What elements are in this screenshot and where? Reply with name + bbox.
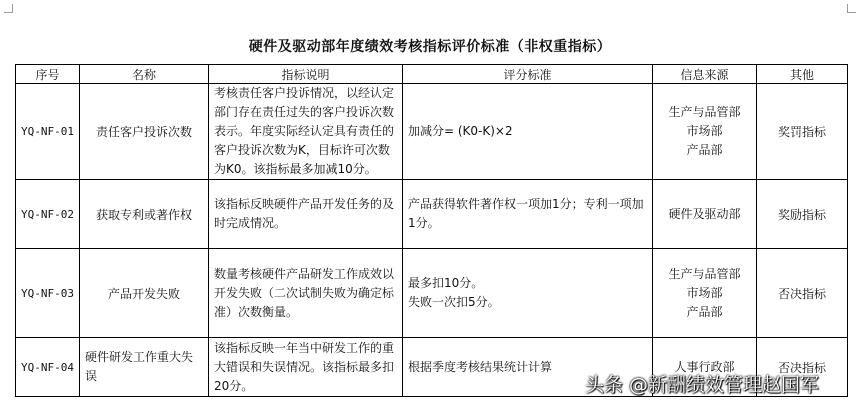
row-other: 否决指标 <box>757 338 848 397</box>
document-title: 硬件及驱动部年度绩效考核指标评价标准（非权重指标） <box>248 39 612 55</box>
row-id: YQ-NF-03 <box>16 249 80 338</box>
table-header-row <box>16 65 848 84</box>
row-source: 生产与品管部 市场部 产品部 <box>653 249 757 338</box>
row-id: YQ-NF-02 <box>16 180 80 249</box>
row-scoring: 最多扣10分。 失败一次扣5分。 <box>403 249 653 338</box>
row-other: 否决指标 <box>757 249 848 338</box>
header-cell-index: 序号 <box>16 65 80 84</box>
header-cell-other: 其他 <box>757 65 848 84</box>
row-id: YQ-NF-04 <box>16 338 80 397</box>
watermark-text: 头条 @新酬绩效管理赵国军 <box>585 374 820 396</box>
row-scoring: 加减分= (K0-K)×2 <box>403 84 653 180</box>
row-description: 该指标反映硬件产品开发任务的及时完成情况。 <box>209 180 403 249</box>
header-cell-name: 名称 <box>80 65 209 84</box>
corner-mark-right <box>847 4 856 13</box>
row-description: 该指标反映一年当中研发工作的重大错误和失误情况。该指标最多扣20分。 <box>209 338 403 397</box>
corner-mark-left <box>4 4 13 13</box>
row-name: 获取专利或著作权 <box>80 180 209 249</box>
header-cell-scoring: 评分标准 <box>403 65 653 84</box>
row-source: 人事行政部 <box>653 338 757 397</box>
row-name: 硬件研发工作重大失误 <box>80 338 209 397</box>
criteria-table <box>15 64 848 397</box>
row-name: 责任客户投诉次数 <box>80 84 209 180</box>
table-row <box>16 180 848 249</box>
table-row <box>16 249 848 338</box>
row-other: 奖励指标 <box>757 180 848 249</box>
row-description: 考核责任客户投诉情况，以经认定部门存在责任过失的客户投诉次数表示。年度实际经认定具有责任的客户投诉次数为K，目标许可次数为K0。该指标最多加减10分。 <box>209 84 403 180</box>
row-source: 生产与品管部 市场部 产品部 <box>653 84 757 180</box>
row-other: 奖罚指标 <box>757 84 848 180</box>
row-source: 硬件及驱动部 <box>653 180 757 249</box>
header-cell-description: 指标说明 <box>209 65 403 84</box>
row-description: 数量考核硬件产品研发工作成效以开发失败（二次试制失败为确定标准）次数衡量。 <box>209 249 403 338</box>
header-cell-source: 信息来源 <box>653 65 757 84</box>
row-scoring: 产品获得软件著作权一项加1分；专利一项加1分。 <box>403 180 653 249</box>
row-name: 产品开发失败 <box>80 249 209 338</box>
table-row <box>16 84 848 180</box>
row-scoring: 根据季度考核结果统计计算 <box>403 338 653 397</box>
row-id: YQ-NF-01 <box>16 84 80 180</box>
